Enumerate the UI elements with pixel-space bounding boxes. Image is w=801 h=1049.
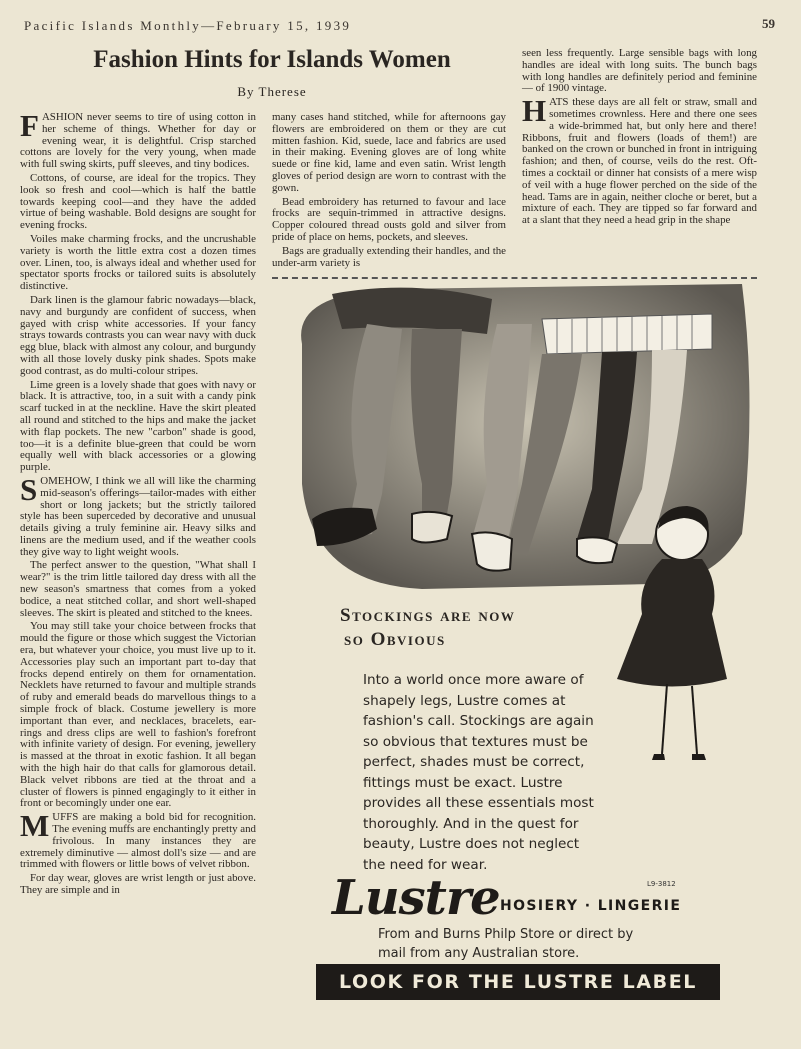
product-line: HOSIERY · LINGERIE — [500, 898, 682, 914]
article-paragraph — [20, 380, 256, 474]
paragraph-text: Cottons, of course, are ideal for the tropics. They look so fresh and cool—which is half the battle towards keeping cool—and they have the added virtue of being washable. Bold designs are sought for evening frocks. — [20, 171, 256, 232]
paragraph-text: For day wear, gloves are wrist length or just above. They are simple and in — [20, 872, 256, 896]
paragraph-text: seen less frequently. Large sensible bags with long handles are ideal with long suits. The bunch bags with long handles are definitely period and feminine — of 1900 vintage. — [522, 47, 757, 95]
skirt-hem-pleated — [542, 314, 712, 354]
paragraph-text: Lime green is a lovely shade that goes with navy or black. It is attractive, too, in a suit with a candy pink scarf tucked in at the neckline. Have the skirt pleated all round and stitched to the hips and make the jacket with flap pockets. The new "carbon" shade is good, too—it is a definite blue-green that could be worn equally well with black accessories or a glowing purple. — [20, 378, 256, 474]
paragraph-text: The perfect answer to the question, "What shall I wear?" is the trim little tailored day dress with all the new season's smartness that comes from a yoked bodice, a neat stitched collar, and short well-shaped sleeves. The skirt is pleated and stitched to the knees. — [20, 559, 256, 619]
article-paragraph — [20, 621, 256, 810]
masthead: Pacific Islands Monthly—February 15, 1939 — [24, 18, 352, 33]
article-column-1 — [20, 108, 256, 899]
article-paragraph — [20, 108, 256, 171]
article-paragraph — [272, 246, 506, 270]
article-paragraph — [20, 808, 256, 871]
article-paragraph — [20, 560, 256, 619]
advert-headline-line-1: Stockings are now — [340, 605, 516, 626]
shoe-2 — [412, 512, 452, 543]
shoe-4 — [577, 537, 617, 563]
advert-distribution: From and Burns Philp Store or direct by mail from any Australian store. — [378, 927, 634, 961]
section-divider — [272, 277, 757, 279]
paragraph-text: Bead embroidery has returned to favour and lace frocks are sequin-trimmed in attractive designs. Copper coloured thread ousts gold and silver from pride of place on hems, pockets, and sleeves. — [272, 195, 506, 243]
paragraph-text: ASHION never seems to tire of using cotton in her scheme of things. Whether for day or evening wear, it is delightful. Crisp starched cottons are lovely for the very young, when made with full swing skirts, puff sleeves, and tiny bodices. — [20, 111, 256, 171]
shoe-3 — [472, 532, 512, 570]
drop-cap: F — [20, 108, 39, 143]
skirt-hem-dark — [332, 288, 492, 334]
article-paragraph — [20, 873, 256, 897]
paragraph-text: UFFS are making a bold bid for recognition. The evening muffs are enchantingly pretty and frivolous. In many instances they are extremely diminutive — almost doll's size — and are trimmed with flowers or little bows of velvet ribbon. — [20, 811, 256, 871]
article-paragraph — [522, 48, 757, 95]
article-paragraph — [20, 234, 256, 293]
article-byline: By Therese — [237, 84, 307, 99]
drop-cap: H — [522, 93, 547, 129]
article-paragraph — [20, 471, 256, 559]
article-paragraph — [522, 93, 757, 227]
advert-copy: Into a world once more aware of shapely legs, Lustre comes at fashion's call. Stockings are again so obvious that textures must be perfect, shades must be correct, fittings must be exact. Lustre provides all these essentials most thoroughly. And in the quest for beauty, Lustre does not neglect the need for wear. — [363, 672, 594, 873]
article-column-3 — [522, 48, 757, 229]
paragraph-text: You may still take your choice between frocks that mould the figure or those which suggest the Victorian era, but whatever your choice, you must live up to it. Accessories play such an important part to-day that frocks depend entirely on them for ornamentation. Necklets have returned to favour and multiple strands of ruby and emerald beads do marvellous things to a simple frock of black. Costume jewellery is more important than ever, and necklaces, bracelets, ear-rings and dress clips are well to fashion's forefront with infinite variety of design. For evening, jewellery is massed at the throat in exotic fashion. It all began with the high hair do that calls for glamorous detail. Black velvet ribbons are tied at the throat and a cluster of flowers is pinned engagingly to it either in front or becomingly under one ear. — [20, 620, 256, 810]
brand-logo: Lustre — [332, 870, 500, 926]
paragraph-text: Voiles make charming frocks, and the uncrushable variety is worth the little extra cost a dozen times over. Linen, too, is always ideal and whether used for spectator sports frocks or tailored suits is absolutely distinctive. — [20, 232, 256, 293]
article-paragraph — [272, 112, 506, 195]
drop-cap: M — [20, 808, 50, 844]
advert-headline-line-2: so Obvious — [344, 629, 446, 650]
article-title: Fashion Hints for Islands Women — [93, 46, 451, 73]
drop-cap: S — [20, 471, 38, 507]
advert-headline — [340, 604, 600, 652]
paragraph-text: Bags are gradually extending their handles, and the under-arm variety is — [272, 244, 506, 269]
paragraph-text: ATS these days are all felt or straw, small and sometimes crownless. Here and there one sees a wide-brimmed hat, but only here and there! Ribbons, fruit and flowers (loads of them!) are banked on the crown or bunched in front in intriguing fashion; and then, of course, veils do the rest. Oft-times a cocktail or dinner hat consists of a mere wisp of veil with a huge flower perched on the side of the head. Tams are in again, neither cloche or beret, but a mixture of each. They are tipped so far forward and at a slant that they need a head grip in the shape — [522, 96, 757, 227]
article-paragraph — [272, 197, 506, 244]
article-column-2 — [272, 112, 506, 271]
article-paragraph — [20, 295, 256, 378]
article-paragraph — [20, 173, 256, 232]
advert-banner: LOOK FOR THE LUSTRE LABEL — [316, 964, 720, 1000]
advert-code: L9-3812 — [647, 880, 676, 888]
paragraph-text: many cases hand stitched, while for afternoons gay flowers are embroidered on them or they are cut mitten fashion. Kid, suede, lace and fabrics are used in their making. Evening gloves are of long white suede or fine kid, lame and even satin. Wrist length gloves of period design are worn to contrast with the gown. — [272, 111, 506, 194]
page-number: 59 — [762, 16, 775, 31]
paragraph-text: Dark linen is the glamour fabric nowadays—black, navy and burgundy are confident of success, when gayed with crisp white accessories. If your fancy strays towards contrasts you can wear navy with duck egg blue, black with almost any colour, and burgundy with all those lovely dusky pink shades. Spots make good contrast, as do multi-colour stripes. — [20, 293, 256, 377]
paragraph-text: OMEHOW, I think we all will like the charming mid-season's offerings—tailor-mades with either short or long jackets; but the strictly tailored style has been superceded by decorative and unusual details giving a truly feminine air. Heavy silks and linens are the medium used, and if the weather cools they give way to light weight wools. — [20, 474, 256, 558]
